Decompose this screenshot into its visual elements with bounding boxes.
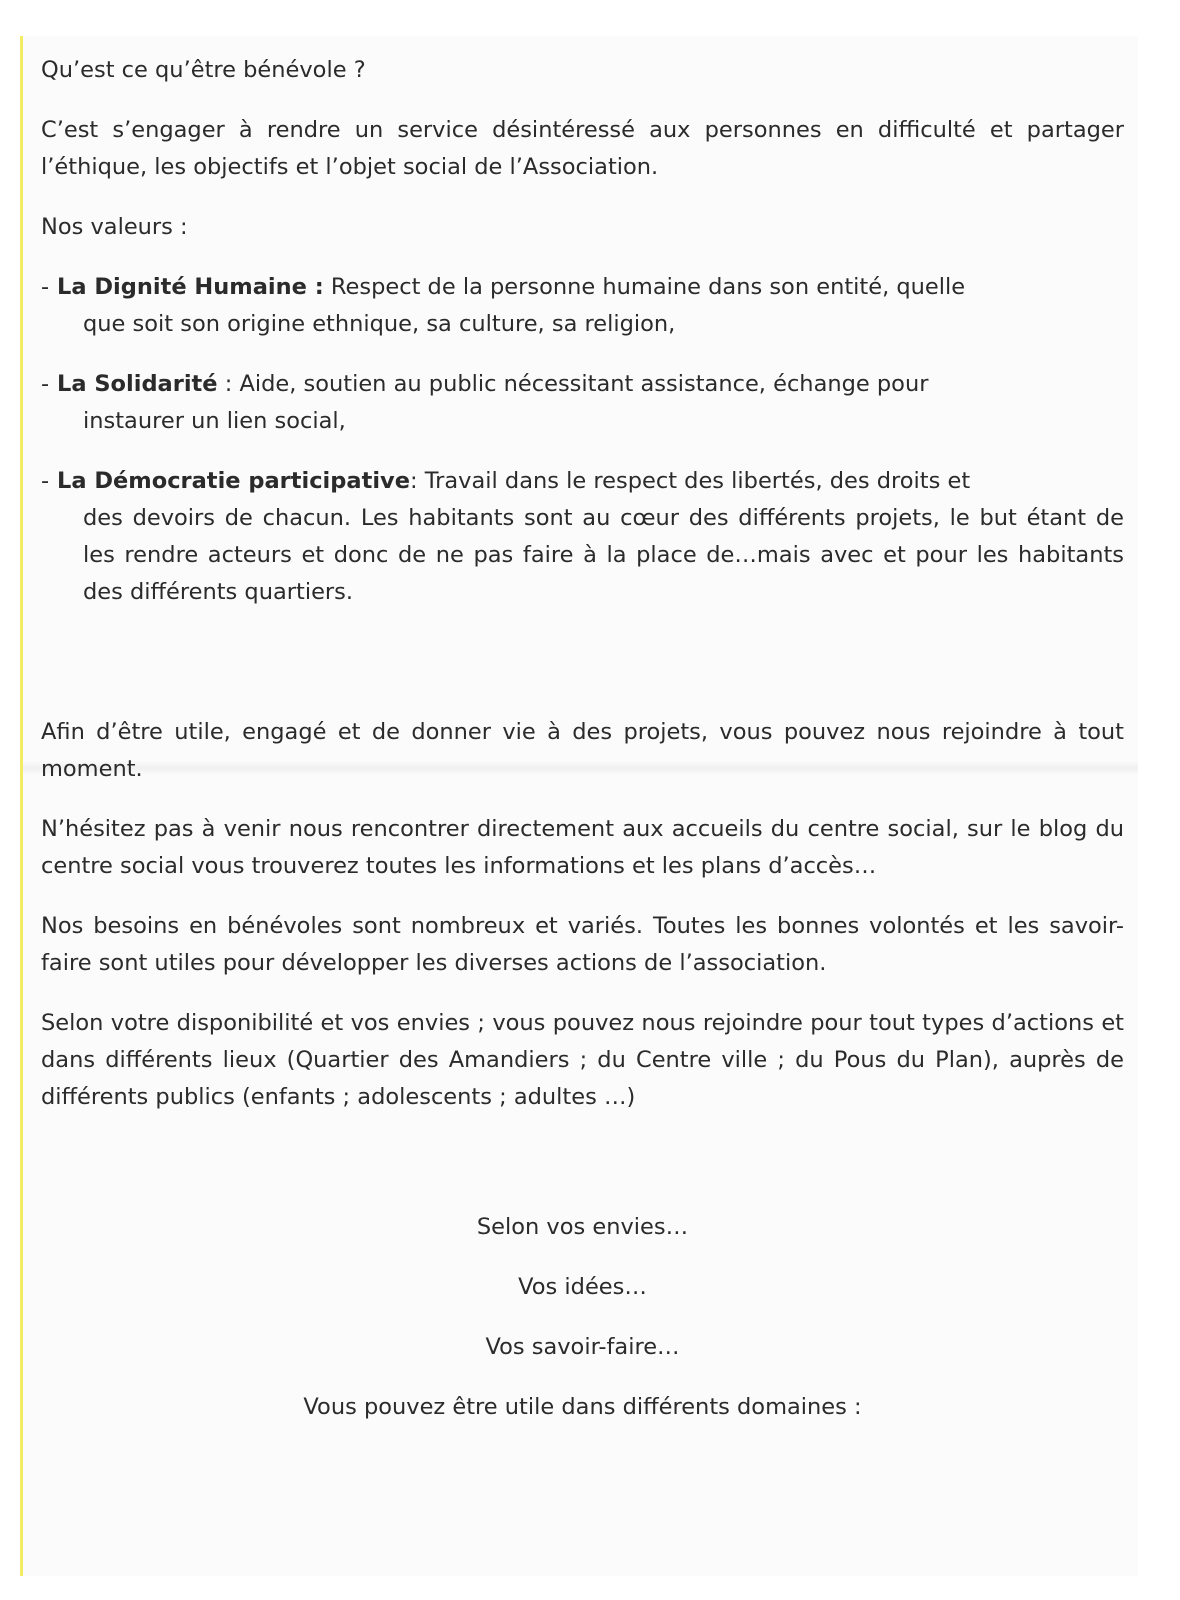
- closing-line-savoir-faire: Vos savoir-faire…: [485, 1334, 680, 1360]
- paragraph-besoins: Nos besoins en bénévoles sont nombreux et variés. Toutes les bonnes volontés et les savoir-faire sont utiles pour développer les diverses actions de l’association.: [41, 913, 1124, 976]
- values-heading: Nos valeurs :: [41, 214, 188, 240]
- value-item-solidarite: [41, 366, 1124, 440]
- paragraph-disponibilite: Selon votre disponibilité et vos envies ; vous pouvez nous rejoindre pour tout types d’actions et dans différents lieux (Quartier des Amandiers ; du Centre ville ; du Pous du Plan), auprès de différents publics (enfants ; adolescents ; adultes …): [41, 1010, 1124, 1110]
- bullet-dash: -: [41, 468, 50, 494]
- paragraph-rejoindre: Afin d’être utile, engagé et de donner vie à des projets, vous pouvez nous rejoindre à tout moment.: [41, 719, 1124, 782]
- value-item-dignite: [41, 269, 1124, 343]
- document-page: [20, 36, 1138, 1576]
- value-description-start: : Travail dans le respect des libertés, des droits et: [409, 468, 971, 494]
- value-term: La Dignité Humaine :: [57, 274, 324, 300]
- paragraph-rencontre: N’hésitez pas à venir nous rencontrer directement aux accueils du centre social, sur le blog du centre social vous trouverez toutes les informations et les plans d’accès…: [41, 816, 1124, 879]
- value-description-rest: que soit son origine ethnique, sa culture, sa religion,: [83, 311, 676, 337]
- bullet-dash: -: [41, 274, 50, 300]
- value-term: La Démocratie participative: [57, 468, 410, 494]
- value-description-rest: des devoirs de chacun. Les habitants sont au cœur des différents projets, le but étant de les rendre acteurs et donc de ne pas faire à la place de…mais avec et pour les habitants des différents quartiers.: [83, 505, 1124, 605]
- closing-line-domaines: Vous pouvez être utile dans différents domaines :: [303, 1394, 862, 1420]
- closing-line-idees: Vos idées…: [518, 1274, 647, 1300]
- closing-line-envies: Selon vos envies…: [476, 1214, 689, 1240]
- intro-paragraph: C’est s’engager à rendre un service désintéressé aux personnes en difficulté et partager l’éthique, les objectifs et l’objet social de l’Association.: [41, 117, 1124, 180]
- value-item-democratie: [41, 463, 1124, 611]
- document-body: [41, 52, 1124, 1449]
- page-title: Qu’est ce qu’être bénévole ?: [41, 57, 366, 83]
- bullet-dash: -: [41, 371, 50, 397]
- value-description-start: Respect de la personne humaine dans son entité, quelle: [323, 274, 966, 300]
- value-description-start: : Aide, soutien au public nécessitant assistance, échange pour: [217, 371, 929, 397]
- value-description-rest: instaurer un lien social,: [83, 408, 346, 434]
- value-term: La Solidarité: [57, 371, 218, 397]
